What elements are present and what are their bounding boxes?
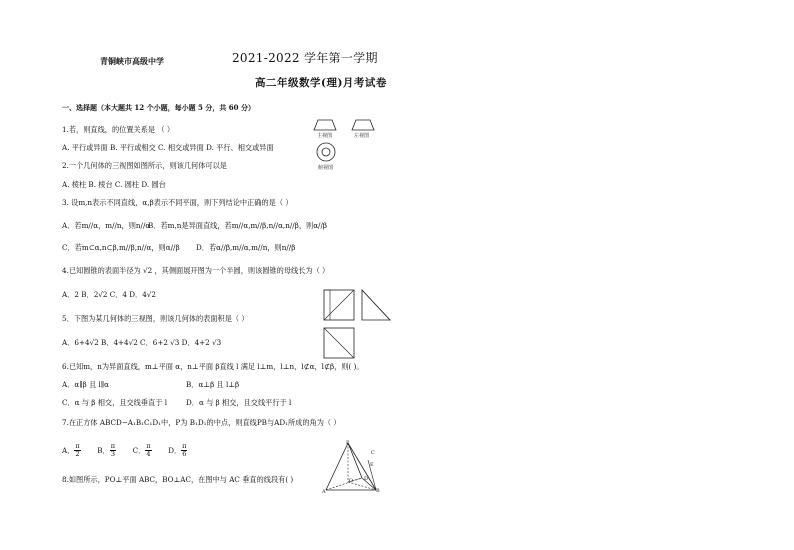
q6-option-d: D．α 与 β 相交，且交线平行于 l	[186, 398, 292, 407]
q8-stem: 8.如图所示，PO⊥平面 ABC，BO⊥AC，在图中与 AC 垂直的线段有( )	[62, 475, 294, 484]
q5-three-views-figure	[322, 288, 392, 366]
top-view-outer-circle	[317, 143, 335, 161]
q3-option-c: C．若m⊂α,n⊂β,m//β,n//α，则α//β	[62, 243, 180, 252]
school-name: 青铜峡市高级中学	[100, 56, 164, 66]
q1-options: A. 平行或异面 B. 平行或相交 C. 相交或异面 D. 平行、相交或异面	[62, 143, 274, 152]
exam-title: 高二年级数学(理)月考试卷	[255, 77, 387, 89]
q3-stem: 3. 设m,n表示不同直线，α,β表示不同平面，则下列结论中正确的是（ ）	[62, 198, 293, 207]
q7-stem: 7.在正方体 ABCD−A₁B₁C₁D₁中，P为 B₁D₁的中点，则直线PB与AD₁所成的角为（ ）	[62, 418, 341, 427]
side-view-trapezoid	[352, 120, 374, 130]
pyramid-label-p: P	[346, 440, 350, 446]
q6-option-a: A．α∥β 且 l∥α	[62, 380, 109, 389]
q6-option-c: C．α 与 β 相交，且交线垂直于 l	[62, 398, 168, 407]
q5-options: A．6+4√2 B．4+4√2 C．6+2 √3 D．4+2 √3	[62, 338, 222, 347]
q6-option-b: B．α⊥β 且 l⊥β	[186, 380, 240, 389]
side-view-label: 左视图	[354, 133, 370, 139]
q7-option-d: D． $\frac{\pi}{6}$	[168, 442, 187, 458]
q5-stem: 5．下图为某几何体的三视图，则该几何体的表面积是（ ）	[62, 314, 249, 323]
pyramid-label-o: O	[349, 478, 354, 484]
top-view-label: 俯视图	[318, 165, 334, 171]
q6-stem: 6.已知m，n为异面直线，m⊥平面 α，n⊥平面 β直线 l 满足 l⊥m，l⊥n，l⊄α，l⊄β，则( )。	[62, 362, 364, 371]
front-view-label: 主视图	[317, 133, 333, 139]
q3-option-a: A．若m//α，m//n，则n//α	[62, 221, 151, 230]
section-heading: 一、选择题（本大题共 12 个小题，每小题 5 分，共 60 分）	[62, 103, 255, 112]
q7-option-a: A． $\frac{\pi}{2}$	[62, 442, 80, 458]
pyramid-label-b: B	[376, 488, 380, 494]
pyramid-label-d: D	[364, 476, 369, 482]
q7-option-b: B． $\frac{\pi}{3}$	[97, 442, 116, 458]
pyramid-label-c: C	[371, 450, 375, 456]
q2-stem: 2.一个几何体的三视图如图所示，则该几何体可以是	[62, 161, 227, 170]
q3-option-d: D．若α//β,m//α,m//n，则n//β	[196, 243, 296, 252]
pyramid-label-a: A	[322, 489, 326, 495]
q4-options: A．2 B．2√2 C．4 D．4√2	[62, 290, 156, 299]
q3-option-b: B．若m,n是异面直线，若m//α,m//β,n//α,n//β，则α//β	[148, 221, 328, 230]
q7-option-c: C． $\frac{\pi}{4}$	[132, 442, 151, 458]
q4-stem: 4.已知圆锥的表面半径为 √2 ，其侧面展开图为一个半圆，则该圆锥的母线长为（ ）	[62, 266, 330, 275]
front-view-trapezoid	[314, 120, 336, 130]
q1-stem: 1.若，则直线，的位置关系是 （ ）	[62, 125, 175, 134]
exam-year: 2021-2022 学年第一学期	[232, 51, 378, 65]
q7-options	[62, 443, 187, 463]
q2-options: A. 棱柱 B. 棱台 C. 圆柱 D. 圆台	[62, 180, 166, 189]
top-view-inner-circle	[322, 148, 330, 156]
pyramid-label-e: E	[370, 462, 374, 468]
